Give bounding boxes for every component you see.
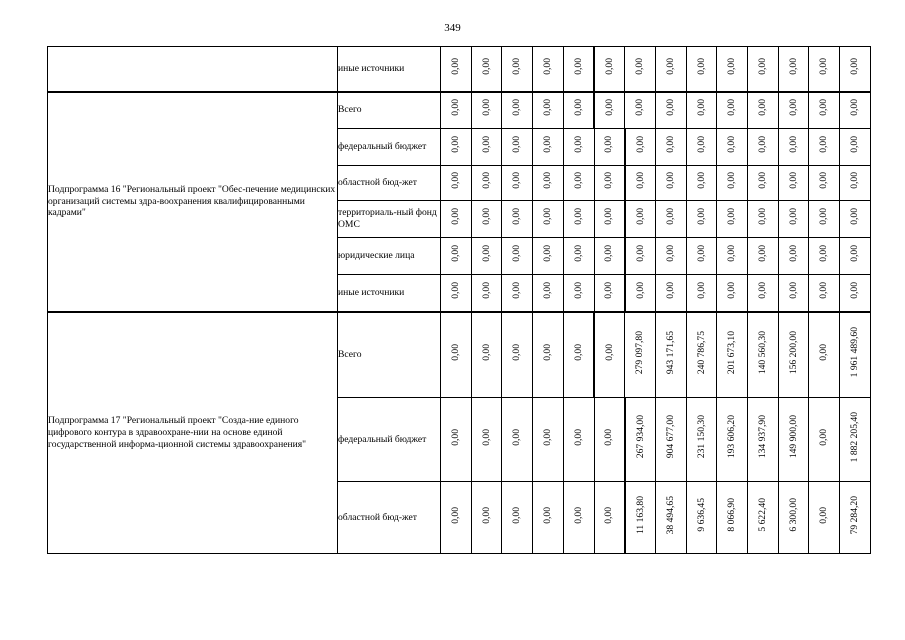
value-text: 0,00 [849,208,861,225]
program-name-cell: Подпрограмма 16 "Региональный проект "Обес-печение медицинских организаций системы здра-воохранения квалифицированными кадрами" [48,92,338,312]
value-cell [441,238,472,275]
value-text: 0,00 [572,208,584,225]
value-text: 904 677,00 [664,415,676,459]
value-cell [471,238,502,275]
value-text: 279 097,80 [634,330,646,374]
value-text: 0,00 [757,136,769,153]
value-cell [840,238,871,275]
value-cell [840,398,871,482]
value-cell [809,275,840,312]
value-cell [563,201,594,238]
value-text: 0,00 [480,136,492,153]
value-cell [563,92,594,129]
value-text: 0,00 [634,245,646,262]
value-cell [625,398,656,482]
funding-source-cell: иные источники [338,275,441,312]
value-text: 0,00 [511,428,523,446]
value-cell [471,92,502,129]
value-cell [717,238,748,275]
value-text: 0,00 [695,57,707,75]
funding-source-cell: Всего [338,92,441,129]
value-cell [840,129,871,166]
value-cell [471,482,502,554]
value-text: 0,00 [450,428,462,446]
value-text: 0,00 [603,506,615,524]
funding-source-cell: федеральный бюджет [338,398,441,482]
value-cell [840,92,871,129]
value-cell [441,47,472,92]
value-cell [563,166,594,201]
value-text: 0,00 [726,57,738,75]
value-cell [441,166,472,201]
value-text: 0,00 [695,245,707,262]
value-cell [778,129,809,166]
value-cell [655,312,686,398]
value-text: 0,00 [849,245,861,262]
value-text: 0,00 [480,506,492,524]
value-cell [840,275,871,312]
value-text: 0,00 [664,136,676,153]
value-cell [594,47,625,92]
value-text: 0,00 [695,172,707,189]
value-text: 0,00 [480,245,492,262]
value-text: 0,00 [787,208,799,225]
value-cell [502,482,533,554]
value-text: 0,00 [511,99,523,117]
value-cell [441,312,472,398]
value-text: 0,00 [572,99,584,117]
value-cell [778,238,809,275]
value-cell [502,47,533,92]
value-text: 0,00 [818,136,830,153]
value-text: 0,00 [450,506,462,524]
value-text: 0,00 [542,208,554,225]
value-cell [533,398,564,482]
value-cell [625,312,656,398]
value-text: 0,00 [634,136,646,153]
value-text: 140 560,30 [757,330,769,374]
value-cell [471,312,502,398]
value-cell [748,92,779,129]
value-text: 1 882 205,40 [849,411,861,463]
value-cell [625,47,656,92]
value-text: 0,00 [572,245,584,262]
value-cell [471,398,502,482]
value-text: 0,00 [542,428,554,446]
value-text: 0,00 [757,281,769,299]
value-text: 0,00 [511,172,523,189]
value-cell [533,275,564,312]
value-text: 0,00 [726,281,738,299]
value-text: 0,00 [450,208,462,225]
value-cell [686,201,717,238]
value-cell [809,238,840,275]
value-cell [840,482,871,554]
value-text: 0,00 [572,172,584,189]
value-text: 11 163,80 [634,495,646,535]
value-text: 0,00 [480,281,492,299]
value-cell [809,166,840,201]
value-text: 0,00 [572,428,584,446]
funding-source-cell: областной бюд-жет [338,166,441,201]
value-cell [809,129,840,166]
value-text: 0,00 [818,506,830,524]
value-text: 0,00 [634,99,646,117]
value-text: 0,00 [511,506,523,524]
value-text: 0,00 [542,245,554,262]
value-cell [502,201,533,238]
value-cell [655,238,686,275]
value-text: 0,00 [849,136,861,153]
value-text: 0,00 [787,245,799,262]
value-text: 0,00 [634,57,646,75]
value-text: 0,00 [450,343,462,361]
program-name-cell [48,47,338,92]
value-cell [840,312,871,398]
table-row [48,47,871,92]
value-text: 0,00 [572,281,584,299]
value-text: 0,00 [511,208,523,225]
value-cell [655,47,686,92]
value-cell [778,92,809,129]
value-text: 0,00 [664,57,676,75]
table-row [48,312,871,398]
value-cell [594,238,625,275]
program-name-cell: Подпрограмма 17 "Региональный проект "Созда-ние единого цифрового контура в здравоохране-нии на основе единой государственной информа-ционной системы здравоохранения" [48,312,338,554]
value-cell [748,482,779,554]
value-cell [655,166,686,201]
value-text: 0,00 [757,245,769,262]
value-text: 0,00 [849,281,861,299]
value-cell [625,482,656,554]
value-text: 0,00 [726,172,738,189]
value-cell [840,201,871,238]
value-cell [778,312,809,398]
value-text: 0,00 [757,57,769,75]
value-cell [625,238,656,275]
value-text: 0,00 [511,281,523,299]
value-text: 0,00 [849,57,861,75]
value-text: 0,00 [542,99,554,117]
value-text: 149 900,00 [787,415,799,459]
value-cell [748,47,779,92]
value-cell [748,201,779,238]
funding-source-cell: юридические лица [338,238,441,275]
value-cell [502,129,533,166]
value-text: 0,00 [572,506,584,524]
value-cell [655,201,686,238]
value-text: 0,00 [634,208,646,225]
value-cell [563,238,594,275]
value-text: 0,00 [787,57,799,75]
value-text: 0,00 [726,136,738,153]
value-text: 0,00 [480,57,492,75]
value-cell [594,312,625,398]
value-cell [563,129,594,166]
value-cell [502,312,533,398]
value-text: 0,00 [603,57,615,75]
value-cell [625,201,656,238]
value-text: 0,00 [542,136,554,153]
value-text: 0,00 [664,172,676,189]
value-cell [533,482,564,554]
value-cell [748,166,779,201]
value-text: 0,00 [695,208,707,225]
value-text: 0,00 [695,281,707,299]
value-text: 0,00 [664,281,676,299]
value-text: 0,00 [818,172,830,189]
value-text: 0,00 [480,208,492,225]
value-cell [686,312,717,398]
value-text: 0,00 [542,57,554,75]
value-cell [563,312,594,398]
value-text: 0,00 [818,99,830,117]
value-text: 6 300,00 [787,498,799,532]
value-text: 134 937,90 [757,415,769,459]
value-text: 0,00 [572,343,584,361]
value-cell [594,275,625,312]
value-text: 0,00 [664,99,676,117]
value-text: 8 066,90 [726,498,738,532]
value-cell [655,482,686,554]
value-text: 0,00 [603,208,615,225]
value-text: 0,00 [757,208,769,225]
value-text: 0,00 [450,136,462,153]
value-text: 0,00 [664,245,676,262]
budget-table [47,46,871,554]
value-cell [686,398,717,482]
value-cell [563,275,594,312]
value-text: 0,00 [603,245,615,262]
value-cell [809,47,840,92]
value-text: 0,00 [726,99,738,117]
value-cell [594,92,625,129]
value-text: 0,00 [542,506,554,524]
value-cell [471,275,502,312]
funding-source-cell: Всего [338,312,441,398]
value-text: 0,00 [511,245,523,262]
value-cell [533,92,564,129]
value-text: 240 786,75 [695,330,707,374]
value-cell [717,129,748,166]
value-cell [809,482,840,554]
funding-source-cell: иные источники [338,47,441,92]
value-cell [748,129,779,166]
value-text: 0,00 [450,281,462,299]
value-text: 0,00 [480,99,492,117]
value-text: 0,00 [818,428,830,446]
value-text: 79 284,20 [849,495,861,535]
value-cell [471,47,502,92]
value-cell [717,482,748,554]
value-cell [594,201,625,238]
value-cell [533,312,564,398]
value-text: 0,00 [603,136,615,153]
value-cell [441,398,472,482]
value-cell [563,398,594,482]
value-cell [625,92,656,129]
value-text: 0,00 [818,343,830,361]
value-text: 0,00 [818,208,830,225]
value-text: 38 494,65 [664,495,676,535]
value-cell [717,201,748,238]
value-cell [594,482,625,554]
funding-source-cell: территориаль-ный фонд ОМС [338,201,441,238]
value-cell [778,201,809,238]
value-cell [533,201,564,238]
value-cell [655,398,686,482]
value-cell [717,166,748,201]
value-text: 0,00 [480,343,492,361]
value-cell [686,482,717,554]
value-text: 267 934,00 [634,415,646,459]
value-cell [441,482,472,554]
value-cell [502,275,533,312]
value-text: 0,00 [726,245,738,262]
value-cell [533,47,564,92]
value-cell [655,275,686,312]
table-row [48,92,871,129]
value-text: 0,00 [511,136,523,153]
value-text: 0,00 [787,136,799,153]
value-cell [778,398,809,482]
value-text: 0,00 [542,343,554,361]
value-cell [778,482,809,554]
page-number: 349 [444,22,461,34]
value-cell [441,129,472,166]
value-cell [809,201,840,238]
value-text: 0,00 [695,99,707,117]
value-text: 0,00 [787,281,799,299]
value-text: 0,00 [849,99,861,117]
value-text: 0,00 [480,428,492,446]
value-text: 0,00 [542,281,554,299]
value-cell [748,275,779,312]
value-text: 156 200,00 [787,330,799,374]
value-cell [809,398,840,482]
value-cell [717,47,748,92]
value-text: 0,00 [450,245,462,262]
value-cell [778,47,809,92]
value-cell [809,312,840,398]
value-cell [533,129,564,166]
value-cell [778,166,809,201]
value-text: 0,00 [603,428,615,446]
value-cell [471,201,502,238]
value-text: 231 150,30 [695,415,707,459]
value-text: 0,00 [603,281,615,299]
value-cell [533,166,564,201]
value-text: 0,00 [511,57,523,75]
value-cell [717,92,748,129]
value-cell [502,238,533,275]
value-cell [502,166,533,201]
value-text: 0,00 [634,172,646,189]
value-text: 0,00 [542,172,554,189]
value-text: 9 636,45 [695,498,707,532]
value-cell [717,275,748,312]
value-text: 1 961 489,60 [849,327,861,378]
value-text: 193 606,20 [726,415,738,459]
value-cell [502,398,533,482]
value-text: 0,00 [757,172,769,189]
value-cell [748,238,779,275]
value-text: 0,00 [480,172,492,189]
value-text: 0,00 [572,136,584,153]
value-text: 0,00 [849,172,861,189]
value-cell [748,398,779,482]
value-cell [625,166,656,201]
value-cell [686,275,717,312]
value-text: 0,00 [511,343,523,361]
value-cell [686,92,717,129]
value-cell [655,92,686,129]
value-cell [686,166,717,201]
value-text: 0,00 [634,281,646,299]
value-text: 0,00 [572,57,584,75]
value-cell [778,275,809,312]
value-text: 0,00 [603,343,615,361]
value-text: 0,00 [695,136,707,153]
funding-source-cell: областной бюд-жет [338,482,441,554]
value-text: 0,00 [450,172,462,189]
value-cell [686,238,717,275]
value-text: 0,00 [787,172,799,189]
value-cell [625,275,656,312]
value-text: 0,00 [818,57,830,75]
value-cell [625,129,656,166]
value-text: 5 622,40 [757,498,769,532]
value-text: 0,00 [818,281,830,299]
value-cell [471,129,502,166]
value-text: 943 171,65 [664,330,676,374]
value-text: 0,00 [450,57,462,75]
value-cell [840,166,871,201]
value-cell [471,166,502,201]
value-text: 0,00 [603,172,615,189]
value-cell [717,312,748,398]
value-cell [840,47,871,92]
value-cell [533,238,564,275]
value-text: 201 673,10 [726,330,738,374]
value-cell [686,129,717,166]
value-cell [441,92,472,129]
value-text: 0,00 [603,99,615,117]
value-text: 0,00 [664,208,676,225]
value-cell [502,92,533,129]
value-text: 0,00 [726,208,738,225]
value-cell [594,166,625,201]
value-cell [809,92,840,129]
value-text: 0,00 [757,99,769,117]
value-cell [441,275,472,312]
value-cell [686,47,717,92]
funding-source-cell: федеральный бюджет [338,129,441,166]
value-text: 0,00 [787,99,799,117]
value-cell [717,398,748,482]
value-cell [563,482,594,554]
value-text: 0,00 [450,99,462,117]
value-cell [748,312,779,398]
value-cell [655,129,686,166]
value-cell [594,129,625,166]
value-cell [594,398,625,482]
value-cell [441,201,472,238]
value-text: 0,00 [818,245,830,262]
value-cell [563,47,594,92]
